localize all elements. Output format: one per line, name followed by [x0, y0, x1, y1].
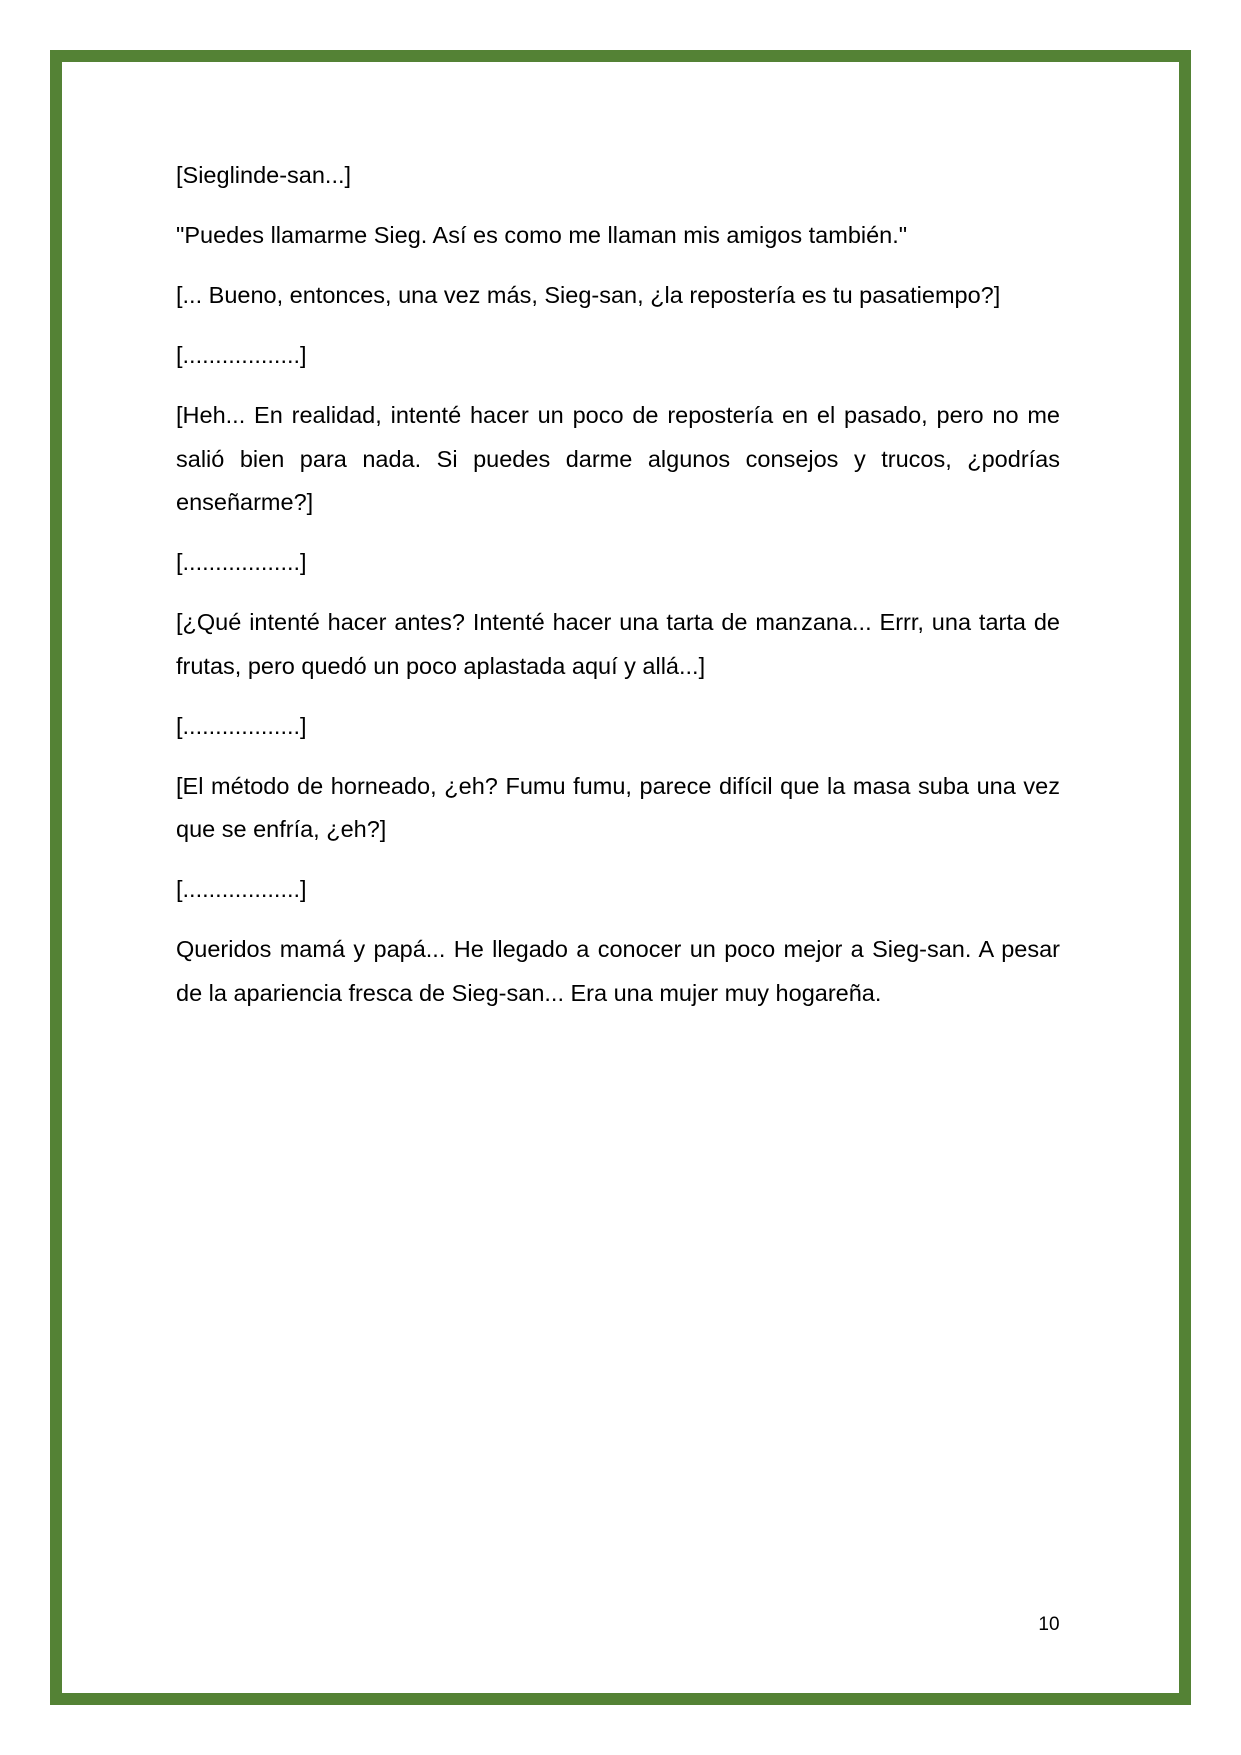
page-body [176, 154, 1060, 1032]
page-number: 10 [1038, 1614, 1060, 1635]
paragraph: [... Bueno, entonces, una vez más, Sieg-san, ¿la repostería es tu pasatiempo?] [176, 282, 1001, 308]
paragraph: [El método de horneado, ¿eh? Fumu fumu, parece difícil que la masa suba una vez que se enfría, ¿eh?] [176, 772, 1060, 842]
paragraph: [..................] [176, 712, 307, 739]
paragraph: [..................] [176, 876, 307, 902]
paragraph: [¿Qué intenté hacer antes? Intenté hacer una tarta de manzana... Errr, una tarta de frutas, pero quedó un poco aplastada aquí y allá...] [176, 609, 1060, 679]
paragraph: [..................] [176, 342, 307, 368]
paragraph: [..................] [176, 549, 307, 575]
paragraph: Queridos mamá y papá... He llegado a conocer un poco mejor a Sieg-san. A pesar de la apariencia fresca de Sieg-san... Era una mujer muy hogareña. [176, 936, 1060, 1006]
paragraph: "Puedes llamarme Sieg. Así es como me llaman mis amigos también." [176, 222, 908, 248]
paragraph: [Heh... En realidad, intenté hacer un poco de repostería en el pasado, pero no me salió bien para nada. Si puedes darme algunos consejos y trucos, ¿podrías enseñarme?] [176, 402, 1060, 515]
paragraph: [Sieglinde-san...] [176, 162, 352, 188]
